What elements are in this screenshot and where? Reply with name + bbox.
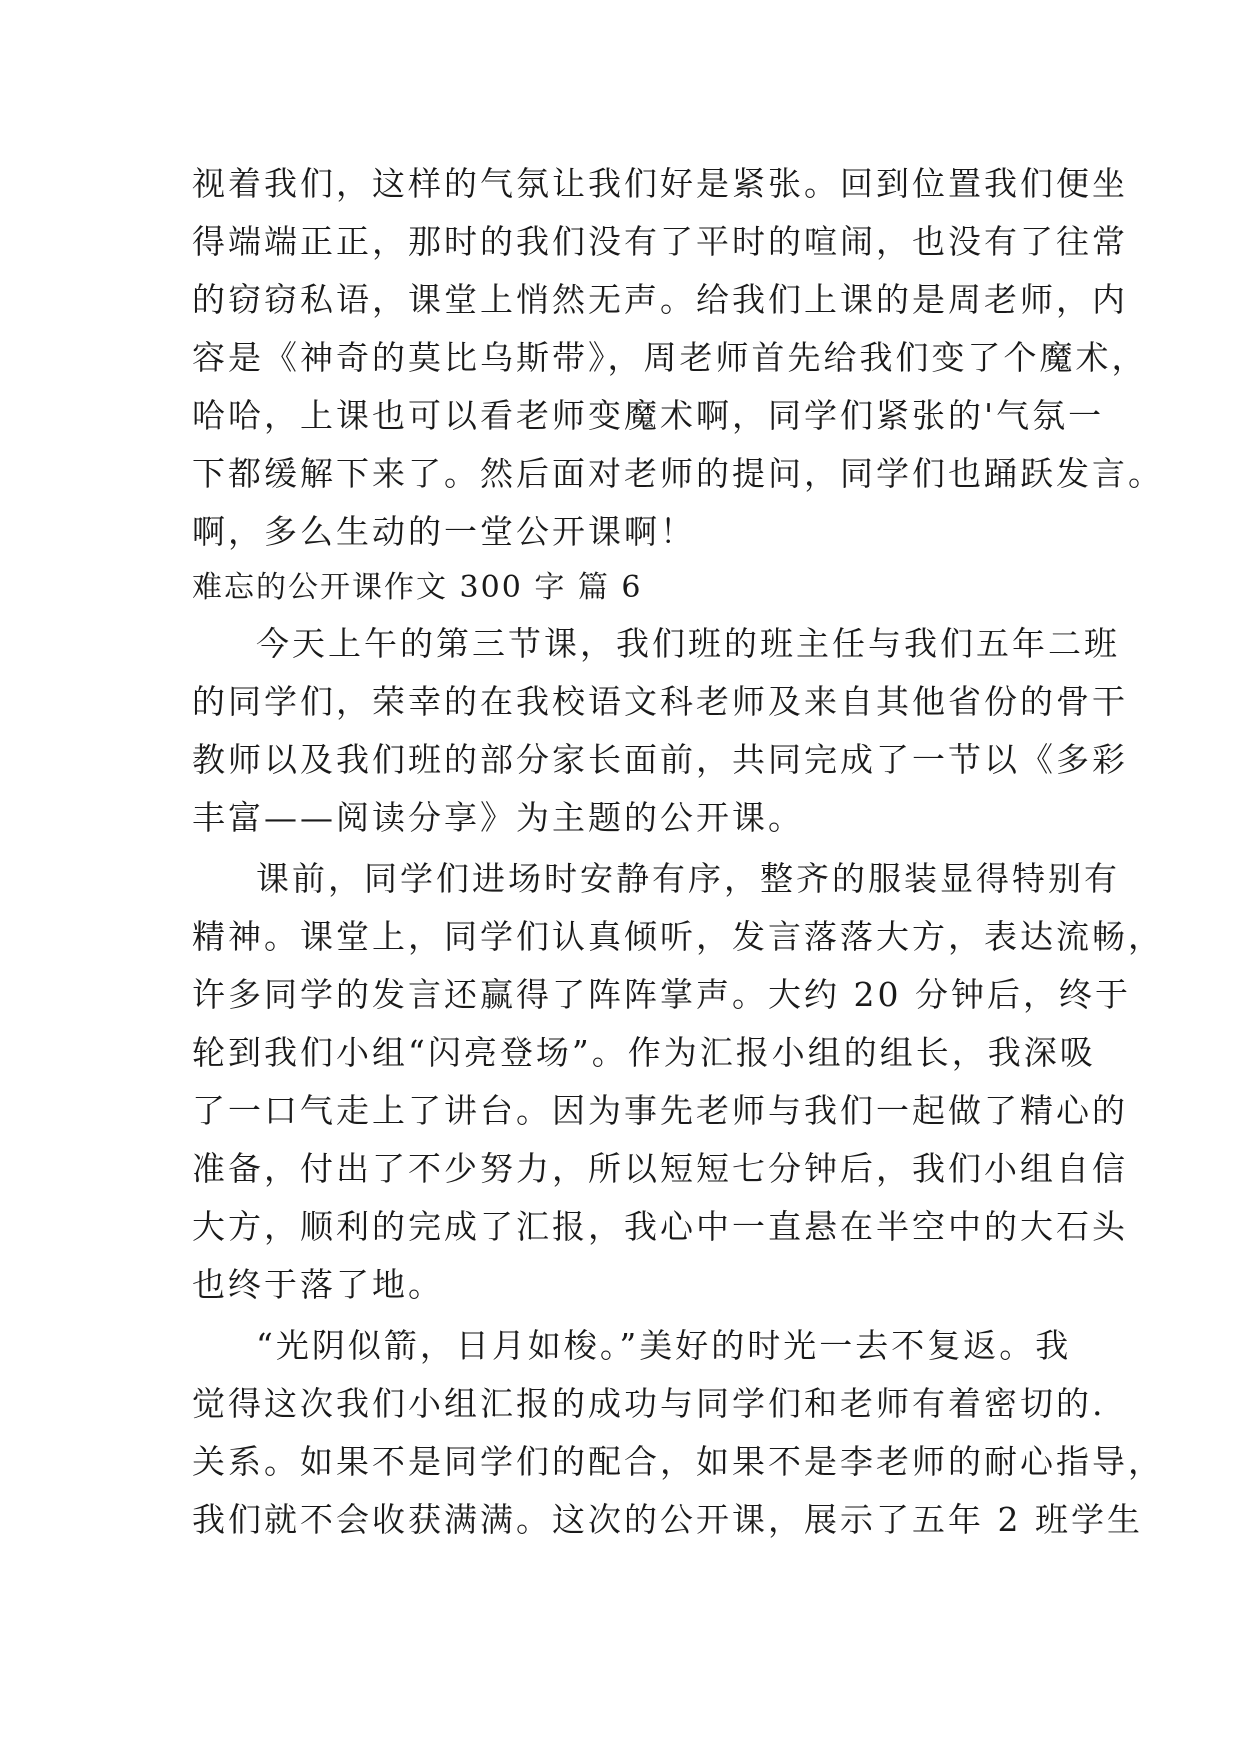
text-line: 下都缓解下来了。然后面对老师的提问，同学们也踊跃发言。 [192, 454, 1164, 493]
text-line: 也终于落了地。 [192, 1265, 444, 1304]
text-line: 容是《神奇的莫比乌斯带》，周老师首先给我们变了个魔术， [192, 338, 1148, 377]
text-line: 课前，同学们进场时安静有序，整齐的服装显得特别有 [256, 859, 1120, 898]
text-line: 许多同学的发言还赢得了阵阵掌声。大约 20 分钟后，终于 [192, 975, 1131, 1014]
text-line: 哈哈，上课也可以看老师变魔术啊，同学们紧张的'气氛一 [192, 396, 1105, 435]
text-line: 我们就不会收获满满。这次的公开课，展示了五年 2 班学生 [192, 1500, 1143, 1539]
text-line: 今天上午的第三节课，我们班的班主任与我们五年二班 [256, 624, 1120, 663]
section-heading: 难忘的公开课作文 300 字 篇 6 [192, 570, 643, 605]
text-line: 教师以及我们班的部分家长面前，共同完成了一节以《多彩 [192, 740, 1128, 779]
text-line: 视着我们，这样的气氛让我们好是紧张。回到位置我们便坐 [192, 164, 1128, 203]
text-line: 精神。课堂上，同学们认真倾听，发言落落大方，表达流畅， [192, 917, 1164, 956]
text-line: 大方，顺利的完成了汇报，我心中一直悬在半空中的大石头 [192, 1207, 1128, 1246]
text-line: 的窃窃私语，课堂上悄然无声。给我们上课的是周老师，内 [192, 280, 1128, 319]
text-line: 了一口气走上了讲台。因为事先老师与我们一起做了精心的 [192, 1091, 1128, 1130]
text-line: 关系。如果不是同学们的配合，如果不是李老师的耐心指导， [192, 1442, 1164, 1481]
text-line: 得端端正正，那时的我们没有了平时的喧闹，也没有了往常 [192, 222, 1128, 261]
text-line: 觉得这次我们小组汇报的成功与同学们和老师有着密切的. [192, 1384, 1106, 1423]
text-line: 啊，多么生动的一堂公开课啊！ [192, 512, 696, 551]
text-line: 轮到我们小组“闪亮登场”。作为汇报小组的组长，我深吸 [192, 1033, 1096, 1072]
text-line: 的同学们，荣幸的在我校语文科老师及来自其他省份的骨干 [192, 682, 1128, 721]
text-line: 准备，付出了不少努力，所以短短七分钟后，我们小组自信 [192, 1149, 1128, 1188]
text-line: 丰富——阅读分享》为主题的公开课。 [192, 798, 804, 837]
text-line: “光阴似箭，日月如梭。”美好的时光一去不复返。我 [256, 1326, 1072, 1365]
